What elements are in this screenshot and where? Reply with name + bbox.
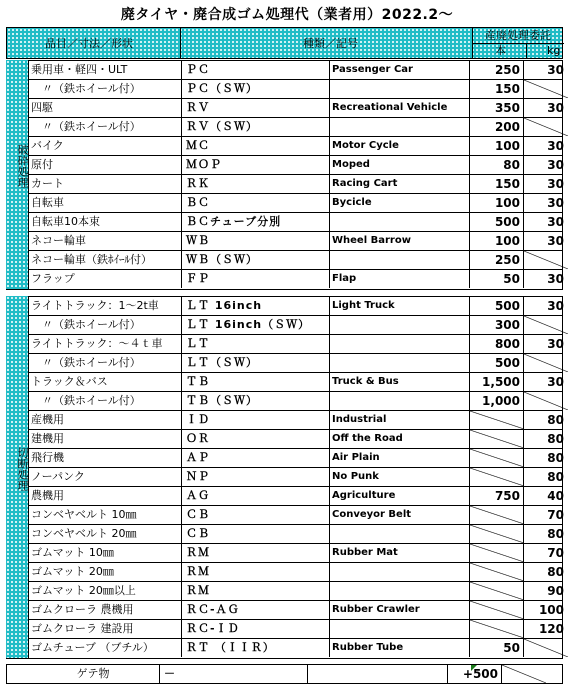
table-row xyxy=(29,61,563,80)
fee-per-unit: 50 xyxy=(469,639,524,657)
item-name: 農機用 xyxy=(31,489,64,502)
fee-per-kg: 80 xyxy=(523,468,568,486)
item-code: ＡＧ xyxy=(181,487,330,505)
fee-per-unit: 1,500 xyxy=(469,373,524,391)
fee-per-unit: 300 xyxy=(469,316,524,334)
item-english-name xyxy=(329,354,472,372)
table-row xyxy=(29,563,563,582)
table-row xyxy=(29,639,563,658)
item-name: 乗用車・軽四・ULT xyxy=(31,63,128,76)
fee-per-kg: 120 xyxy=(523,620,568,638)
fee-per-unit xyxy=(469,411,524,429)
item-english-name: Truck & Bus xyxy=(329,373,472,391)
fee-per-kg xyxy=(523,118,568,136)
table-row xyxy=(29,251,563,270)
item-name: 自転車10本束 xyxy=(31,215,100,228)
fee-per-kg: 30 xyxy=(523,137,568,155)
item-name: ゴムクローラ 建設用 xyxy=(31,622,134,635)
table-row xyxy=(29,411,563,430)
item-name: ライトトラック：1～2t車 xyxy=(31,299,159,312)
fee-per-kg: 30 xyxy=(523,61,568,79)
item-name: カート xyxy=(31,177,64,190)
table-row xyxy=(29,80,563,99)
item-code: ＲＣ-ＡＧ xyxy=(181,601,330,619)
item-name: ゴムクローラ 農機用 xyxy=(31,603,134,616)
item-english-name xyxy=(329,525,472,543)
fee-per-unit xyxy=(469,582,524,600)
fee-per-unit xyxy=(469,430,524,448)
item-name: ゴムマット 20㎜ xyxy=(31,565,114,578)
fee-per-unit: 500 xyxy=(469,213,524,231)
fee-per-kg: 30 xyxy=(523,99,568,117)
item-english-name: No Punk xyxy=(329,468,472,486)
item-english-name: Light Truck xyxy=(329,297,472,315)
item-name: 〃（鉄ホイール付） xyxy=(31,356,141,369)
item-name: トラック＆バス xyxy=(31,375,108,388)
fee-per-kg: 80 xyxy=(523,563,568,581)
fee-per-unit: 250 xyxy=(469,61,524,79)
item-english-name xyxy=(329,213,472,231)
item-english-name xyxy=(329,563,472,581)
item-name: ネコー輪車 xyxy=(31,234,86,247)
item-code: ＰＣ xyxy=(181,61,330,79)
item-english-name: Air Plain xyxy=(329,449,472,467)
table-row xyxy=(29,194,563,213)
fee-per-kg xyxy=(523,639,568,657)
item-name: 〃（鉄ホイール付） xyxy=(31,82,141,95)
fee-per-kg: 40 xyxy=(523,487,568,505)
fee-per-unit: 350 xyxy=(469,99,524,117)
fee-per-unit: 500 xyxy=(469,354,524,372)
item-name: ゴムチューブ （ブチル） xyxy=(31,641,154,654)
fee-per-kg: 70 xyxy=(523,506,568,524)
fee-per-unit: 100 xyxy=(469,137,524,155)
item-code: ＲＴ （ＩＩＲ） xyxy=(181,639,330,657)
item-code: ＷＢ（ＳＷ） xyxy=(181,251,330,269)
item-code: ＰＣ（ＳＷ） xyxy=(181,80,330,98)
section-label-bar xyxy=(6,60,29,289)
item-english-name: Moped xyxy=(329,156,472,174)
section-label-bar xyxy=(6,296,29,658)
item-english-name xyxy=(329,316,472,334)
item-code: ＬＴ xyxy=(181,335,330,353)
item-name: 〃（鉄ホイール付） xyxy=(31,120,141,133)
fee-per-unit: 100 xyxy=(469,194,524,212)
fee-per-unit xyxy=(469,544,524,562)
fee-per-unit xyxy=(469,525,524,543)
item-english-name xyxy=(329,251,472,269)
item-name: 産機用 xyxy=(31,413,64,426)
item-name: 建機用 xyxy=(31,432,64,445)
fee-per-kg: 30 xyxy=(523,175,568,193)
fee-per-unit xyxy=(469,449,524,467)
item-english-name: Wheel Barrow xyxy=(329,232,472,250)
item-name: 〃（鉄ホイール付） xyxy=(31,394,141,407)
table-row xyxy=(29,544,563,563)
header-unit-hon: 本 xyxy=(495,44,506,57)
item-english-name: Passenger Car xyxy=(329,61,472,79)
fee-per-unit: 1,000 xyxy=(469,392,524,410)
item-name: 原付 xyxy=(31,158,53,171)
fee-per-kg: 30 xyxy=(523,194,568,212)
item-code: ＲＶ xyxy=(181,99,330,117)
comment-marker xyxy=(471,665,477,671)
table-row xyxy=(29,213,563,232)
fee-per-unit xyxy=(469,620,524,638)
table-row xyxy=(29,99,563,118)
fee-per-kg xyxy=(523,251,568,269)
table-row xyxy=(29,270,563,289)
header-item: 品目／寸法／形状 xyxy=(45,37,133,50)
item-code: － xyxy=(159,665,308,683)
fee-per-kg xyxy=(523,354,568,372)
header-divider xyxy=(526,43,527,58)
table-row xyxy=(29,118,563,137)
item-english-name: Off the Road xyxy=(329,430,472,448)
page-title: 廃タイヤ・廃合成ゴム処理代（業者用）2022.2～ xyxy=(120,7,454,23)
fee-per-kg xyxy=(523,80,568,98)
item-english-name: Bycicle xyxy=(329,194,472,212)
table-row xyxy=(29,392,563,411)
item-english-name: Conveyor Belt xyxy=(329,506,472,524)
fee-per-unit xyxy=(469,468,524,486)
table-row xyxy=(7,665,563,684)
item-name: コンベヤベルト 10㎜ xyxy=(31,508,137,521)
header-fee: 産廃処理委託 xyxy=(485,29,551,42)
item-code: ＭＣ xyxy=(181,137,330,155)
item-english-name: Rubber Crawler xyxy=(329,601,472,619)
fee-per-kg: 30 xyxy=(523,297,568,315)
table-row xyxy=(29,506,563,525)
fee-per-kg xyxy=(523,316,568,334)
fee-per-unit xyxy=(469,563,524,581)
table-row xyxy=(29,316,563,335)
item-english-name: Racing Cart xyxy=(329,175,472,193)
table-row xyxy=(29,335,563,354)
fee-per-kg: 30 xyxy=(523,213,568,231)
fee-per-kg: 90 xyxy=(523,582,568,600)
item-name: ゴムマット 20㎜以上 xyxy=(31,584,136,597)
item-name: ライトトラック：～４ｔ車 xyxy=(31,337,163,350)
item-code: ＲＭ xyxy=(181,544,330,562)
header-unit-kg: kg xyxy=(547,44,561,57)
fee-per-unit: 800 xyxy=(469,335,524,353)
item-code: ＲＭ xyxy=(181,563,330,581)
table-row xyxy=(29,373,563,392)
item-code: ＬＴ 16inch xyxy=(181,297,330,315)
fee-per-unit: 100 xyxy=(469,232,524,250)
item-name: ゴムマット 10㎜ xyxy=(31,546,114,559)
item-code: ＷＢ xyxy=(181,232,330,250)
fee-per-kg: 30 xyxy=(523,232,568,250)
fee-per-kg xyxy=(501,665,546,683)
fee-per-kg: 80 xyxy=(523,525,568,543)
table-row xyxy=(29,430,563,449)
item-name: ネコー輪車（鉄ﾎｲｰﾙ付） xyxy=(31,253,152,266)
table-row xyxy=(29,354,563,373)
item-english-name: Agriculture xyxy=(329,487,472,505)
table-row xyxy=(29,156,563,175)
header-type: 種類／記号 xyxy=(303,37,358,50)
item-code: ＲＣ-ＩＤ xyxy=(181,620,330,638)
item-name: 自転車 xyxy=(31,196,64,209)
item-english-name: Motor Cycle xyxy=(329,137,472,155)
item-english-name: Industrial xyxy=(329,411,472,429)
fee-per-kg: 30 xyxy=(523,156,568,174)
fee-per-kg: 70 xyxy=(523,544,568,562)
fee-per-unit: +500 xyxy=(447,665,502,683)
item-name: 四駆 xyxy=(31,101,53,114)
header-divider xyxy=(472,43,564,44)
item-code: ＭＯＰ xyxy=(181,156,330,174)
item-code: ＩＤ xyxy=(181,411,330,429)
item-english-name xyxy=(329,392,472,410)
table-header xyxy=(6,27,563,59)
table-row xyxy=(29,449,563,468)
item-code: ＬＴ 16inch（ＳＷ） xyxy=(181,316,330,334)
section-label: 破砕処理 xyxy=(16,144,29,188)
fee-per-kg: 80 xyxy=(523,430,568,448)
fee-per-unit: 80 xyxy=(469,156,524,174)
item-code: ＴＢ xyxy=(181,373,330,391)
fee-per-kg: 30 xyxy=(523,270,568,288)
item-english-name: Rubber Mat xyxy=(329,544,472,562)
item-code: ＬＴ（ＳＷ） xyxy=(181,354,330,372)
table-row xyxy=(29,582,563,601)
table-row xyxy=(29,137,563,156)
fee-per-unit: 150 xyxy=(469,175,524,193)
item-code: ＡＰ xyxy=(181,449,330,467)
item-code: ＢＣチューブ分別 xyxy=(181,213,330,231)
item-english-name xyxy=(329,80,472,98)
item-name: ノーパンク xyxy=(31,470,85,483)
table-row xyxy=(29,487,563,506)
fee-per-kg xyxy=(523,392,568,410)
item-code: ＲＭ xyxy=(181,582,330,600)
item-english-name: Flap xyxy=(329,270,472,288)
table-row xyxy=(29,232,563,251)
item-name: フラップ xyxy=(31,272,75,285)
item-english-name xyxy=(307,665,450,683)
fee-per-unit: 150 xyxy=(469,80,524,98)
item-code: ＦＰ xyxy=(181,270,330,288)
item-english-name xyxy=(329,335,472,353)
fee-per-unit: 200 xyxy=(469,118,524,136)
item-english-name xyxy=(329,118,472,136)
fee-per-unit: 750 xyxy=(469,487,524,505)
item-english-name xyxy=(329,582,472,600)
fee-per-unit xyxy=(469,601,524,619)
fee-per-kg: 100 xyxy=(523,601,568,619)
fee-per-kg: 80 xyxy=(523,411,568,429)
item-code: ＢＣ xyxy=(181,194,330,212)
table-row xyxy=(29,620,563,639)
fee-per-unit: 500 xyxy=(469,297,524,315)
item-name: コンベヤベルト 20㎜ xyxy=(31,527,137,540)
item-code: ＴＢ（ＳＷ） xyxy=(181,392,330,410)
table-row xyxy=(29,297,563,316)
item-code: ＮＰ xyxy=(181,468,330,486)
item-english-name: Rubber Tube xyxy=(329,639,472,657)
item-code: ＲＫ xyxy=(181,175,330,193)
item-code: ＣＢ xyxy=(181,506,330,524)
fee-per-kg: 30 xyxy=(523,373,568,391)
item-english-name xyxy=(329,620,472,638)
section-label: 切断処理 xyxy=(16,446,29,491)
table-row xyxy=(29,525,563,544)
item-name: 〃（鉄ホイール付） xyxy=(31,318,141,331)
table-row xyxy=(29,175,563,194)
item-english-name: Recreational Vehicle xyxy=(329,99,472,117)
fee-per-kg: 30 xyxy=(523,335,568,353)
item-code: ＲＶ（ＳＷ） xyxy=(181,118,330,136)
item-name: ゲテ物 xyxy=(76,667,110,680)
table-row xyxy=(29,468,563,487)
fee-per-unit: 50 xyxy=(469,270,524,288)
fee-per-unit xyxy=(469,506,524,524)
fee-per-kg: 80 xyxy=(523,449,568,467)
item-code: ＣＢ xyxy=(181,525,330,543)
header-divider xyxy=(180,28,181,58)
fee-per-unit: 250 xyxy=(469,251,524,269)
item-code: ＯＲ xyxy=(181,430,330,448)
item-name: バイク xyxy=(31,139,64,152)
item-name: 飛行機 xyxy=(31,451,64,464)
table-row xyxy=(29,601,563,620)
